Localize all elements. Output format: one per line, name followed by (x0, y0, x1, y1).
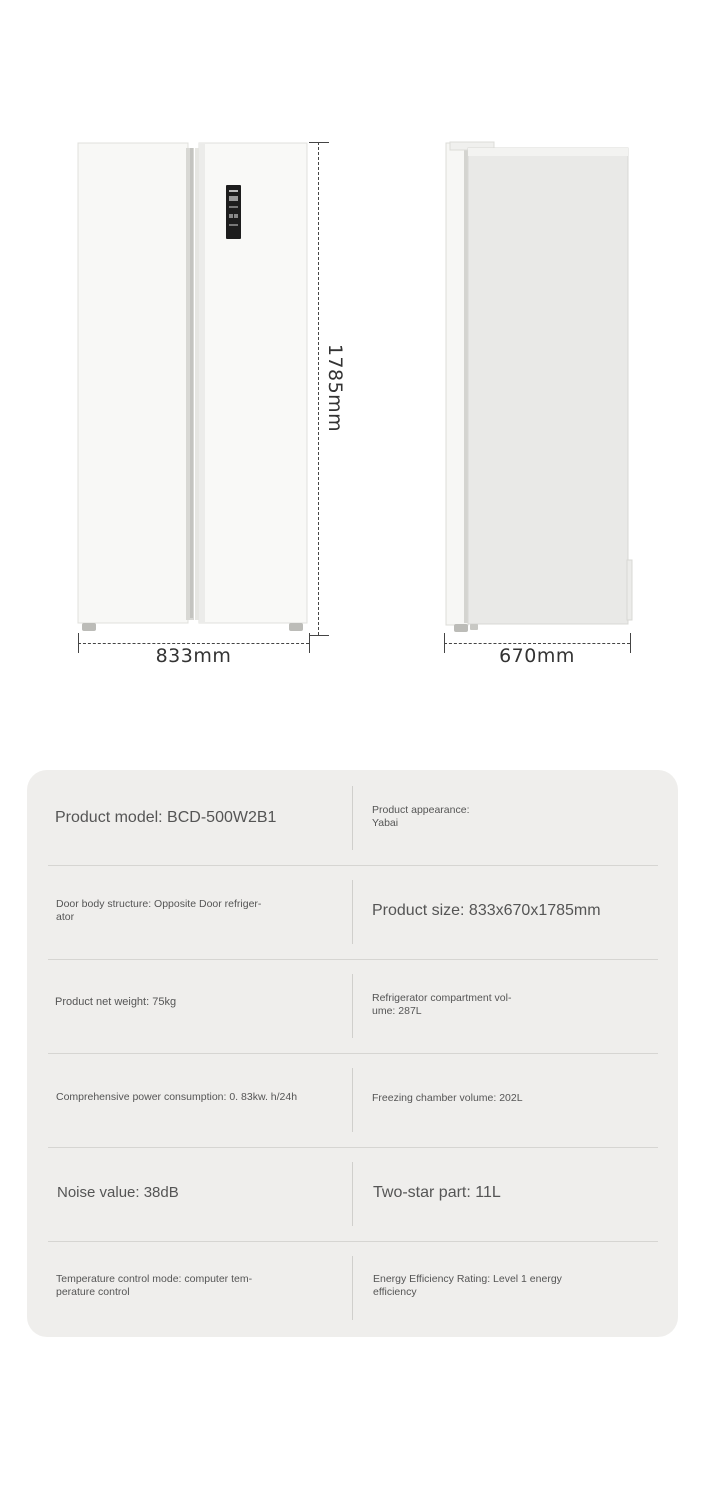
spec-card (27, 770, 678, 1337)
row-separator (48, 1147, 658, 1148)
depth-right-tick (630, 633, 631, 653)
row-separator (48, 959, 658, 960)
col-separator (352, 1256, 353, 1320)
spec-product-model: Product model: BCD-500W2B1 (55, 809, 277, 826)
spec-temperature-control: Temperature control mode: computer tem- perature control (56, 1273, 253, 1298)
spec-refrigerator-volume: Refrigerator compartment vol- ume: 287L (372, 992, 512, 1017)
fridge-front-view (76, 140, 311, 635)
spec-two-star-part: Two-star part: 11L (373, 1184, 501, 1201)
height-top-tick (309, 142, 329, 143)
spec-net-weight: Product net weight: 75kg (55, 996, 177, 1008)
spec-door-structure: Door body structure: Opposite Door refriger- ator (56, 898, 262, 923)
width-dimension-line (78, 643, 309, 644)
row-separator (48, 865, 658, 866)
spec-noise-value: Noise value: 38dB (57, 1184, 179, 1201)
width-label: 833mm (155, 645, 232, 667)
col-separator (352, 880, 353, 944)
col-separator (352, 786, 353, 850)
fridge-side-view (444, 140, 634, 635)
spec-product-appearance: Product appearance: Yabai (372, 804, 470, 829)
row-separator (48, 1053, 658, 1054)
fridge-front-illustration (76, 140, 311, 635)
height-label: 1785mm (324, 343, 346, 433)
spec-product-size: Product size: 833x670x1785mm (372, 902, 601, 919)
width-right-tick (309, 633, 310, 653)
height-bottom-tick (309, 635, 329, 636)
fridge-side-illustration (444, 140, 634, 635)
col-separator (352, 974, 353, 1038)
depth-dimension-line (444, 643, 630, 644)
row-separator (48, 1241, 658, 1242)
col-separator (352, 1162, 353, 1226)
spec-energy-rating: Energy Efficiency Rating: Level 1 energy efficiency (373, 1273, 562, 1298)
depth-label: 670mm (499, 645, 575, 667)
height-dimension-line (318, 142, 319, 635)
col-separator (352, 1068, 353, 1132)
spec-power-consumption: Comprehensive power consumption: 0. 83kw. h/24h (56, 1091, 298, 1103)
spec-freezing-volume: Freezing chamber volume: 202L (372, 1092, 523, 1104)
